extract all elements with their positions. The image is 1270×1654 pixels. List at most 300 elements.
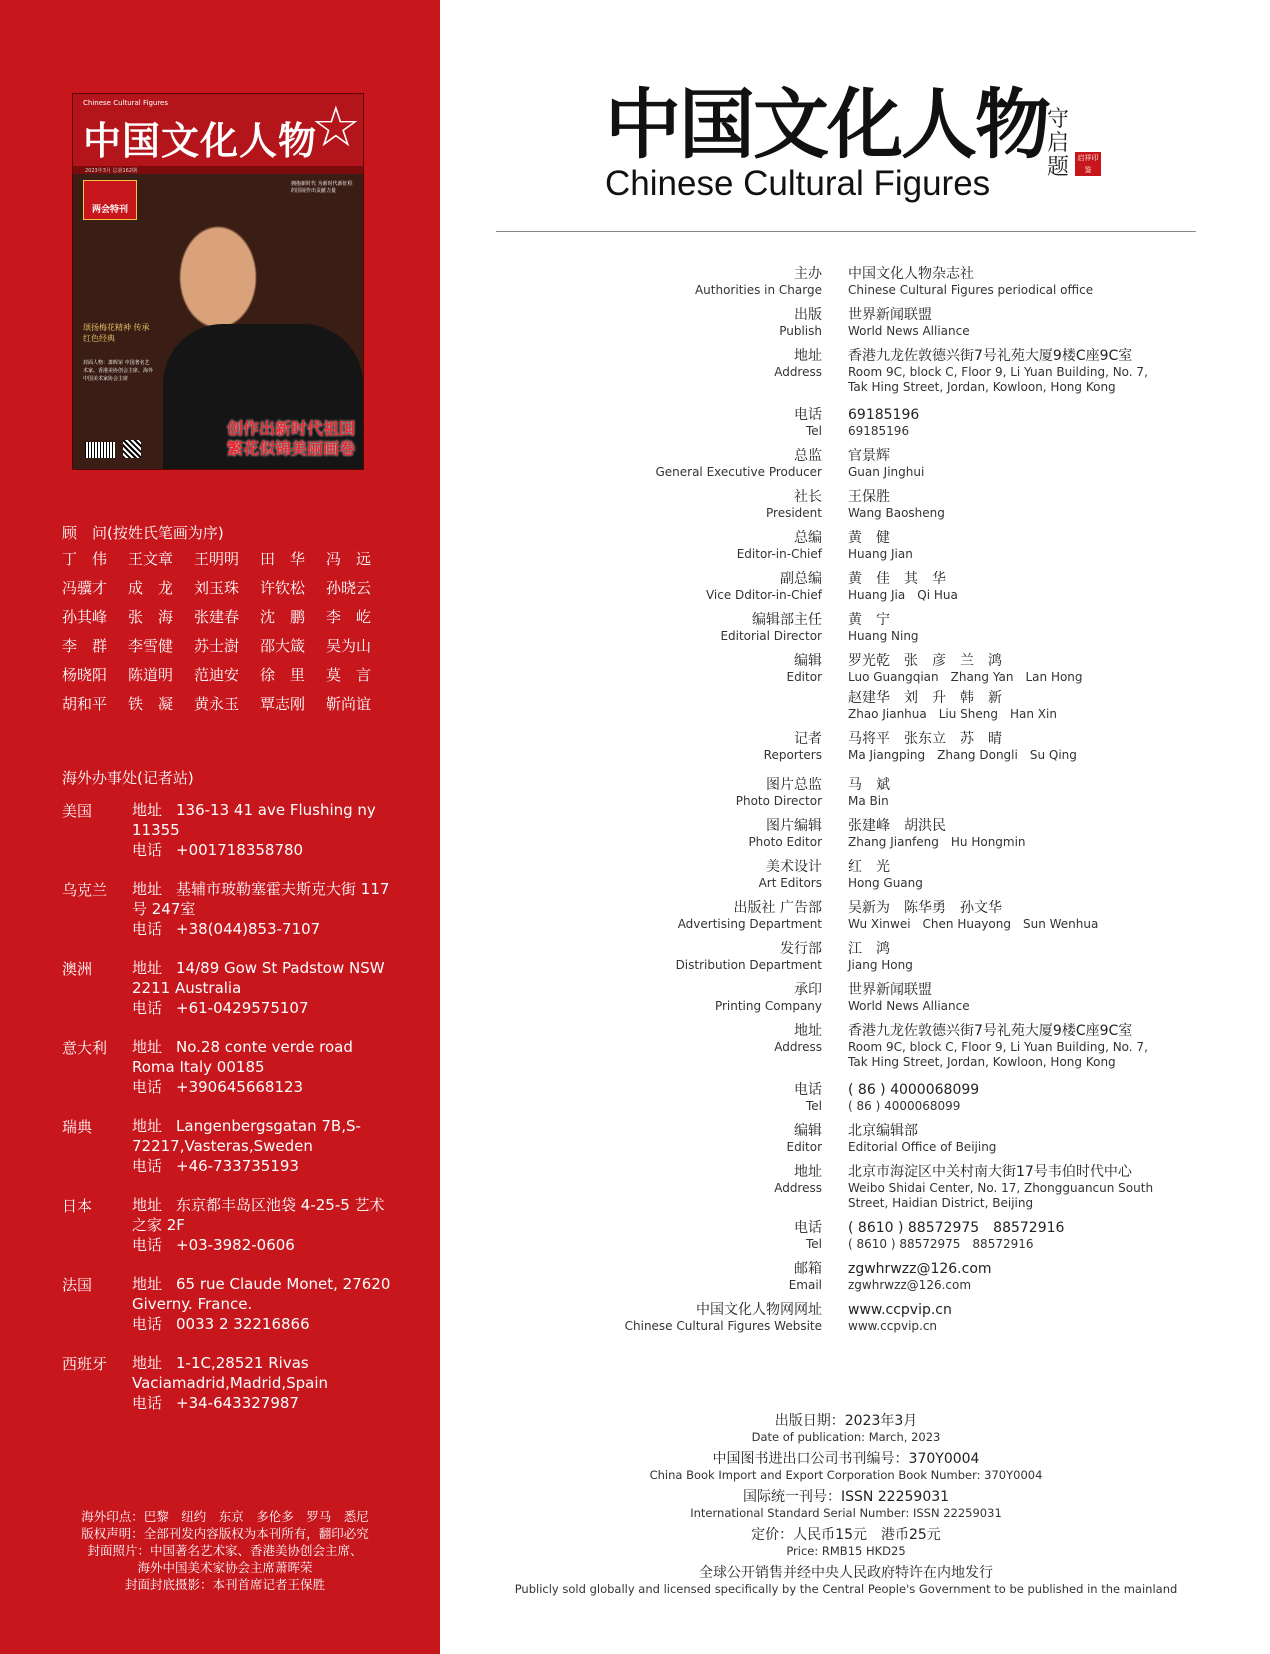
credit-value-block [848, 307, 1168, 339]
credit-value [848, 612, 1168, 644]
tel-label: 电话 [132, 1157, 163, 1175]
credit-value-en: ( 86 ) 4000068099 [848, 1099, 961, 1113]
credit-value-cn: ( 86 ) 4000068099 [848, 1082, 980, 1098]
tel-label: 电话 [132, 1394, 163, 1412]
credit-value-cn: 马将平 张东立 苏 晴 [848, 731, 1002, 747]
tel-value: +390645668123 [176, 1078, 304, 1096]
footer-cn: 定价：人民币15元 港币25元 [751, 1527, 941, 1543]
credit-value-cn: 黄 佳 其 华 [848, 571, 946, 587]
advisor-name: 苏士澍 [194, 637, 240, 655]
advisor-name: 丁 伟 [62, 550, 108, 568]
station-tel [132, 1077, 392, 1097]
credit-row [620, 1023, 1240, 1070]
credit-value-cn: 黄 宁 [848, 612, 890, 628]
credit-value-cn: zgwhrwzz@126.com [848, 1261, 992, 1277]
credit-value-block [848, 530, 1168, 562]
credit-value [848, 307, 1168, 339]
credit-row [620, 1220, 1240, 1252]
credit-value-en: Guan Jinghui [848, 465, 925, 479]
station-country: 乌克兰 [62, 881, 108, 899]
station-country: 澳洲 [62, 960, 93, 978]
credit-value [848, 777, 1168, 809]
credit-value-en: Room 9C, block C, Floor 9, Li Yuan Building, No. 7, Tak Hing Street, Jordan, Kowloon, Hong Kong [848, 365, 1148, 394]
credit-label-cn: 记者 [794, 731, 822, 747]
advisor-name: 李雪健 [128, 637, 174, 655]
credit-value-en: Ma Jiangping Zhang Dongli Su Qing [848, 748, 1077, 762]
left-red-panel [0, 0, 440, 1654]
address-label: 地址 [132, 801, 163, 819]
address-label: 地址 [132, 959, 163, 977]
credit-label-cn: 发行部 [780, 941, 822, 957]
note-line: 海外中国美术家协会主席萧晖荣 [137, 1560, 313, 1575]
tel-label: 电话 [132, 1236, 163, 1254]
credit-value-block [848, 731, 1168, 763]
credit-label-cn: 图片总监 [766, 777, 822, 793]
footer-en: Date of publication: March, 2023 [751, 1430, 941, 1444]
address-value: 136-13 41 ave Flushing ny 11355 [132, 801, 376, 839]
station-details [132, 958, 392, 1018]
credit-value-en: 69185196 [848, 424, 910, 438]
credit-value-block [848, 407, 1168, 439]
credit-label [620, 1164, 822, 1211]
advisor-name: 范迪安 [194, 666, 240, 684]
credit-value-en: Ma Bin [848, 794, 889, 808]
cover-slogan-line-2: 繁花似锦美丽画卷 [226, 439, 355, 458]
station-address [132, 800, 392, 840]
station-details [132, 1195, 392, 1255]
credit-row [620, 982, 1240, 1014]
credit-value-cn: 69185196 [848, 407, 920, 423]
credit-label-cn: 编辑部主任 [752, 612, 822, 628]
credit-value [848, 407, 1168, 439]
masthead-title-cn: 中国文化人物 [605, 80, 1049, 169]
station-details [132, 1116, 392, 1176]
footer-cn: 中国图书进出口公司书刊编号：370Y0004 [712, 1451, 980, 1467]
credit-label-en: Email [788, 1278, 822, 1292]
credit-value-cn: 张建峰 胡洪民 [848, 818, 946, 834]
cover-slogan-line-1: 创作出新时代祖国 [226, 419, 355, 438]
credit-value-block [848, 859, 1168, 891]
credit-label-en: Editorial Director [720, 629, 822, 643]
footer-block [496, 1451, 1196, 1482]
station-details [132, 1353, 392, 1413]
station-country: 日本 [62, 1197, 93, 1215]
credit-row [620, 900, 1240, 932]
credit-value [848, 1302, 1168, 1334]
credit-label-en: Publish [779, 324, 822, 338]
footer-en: Publicly sold globally and licensed specifically by the Central People's Government to be published in the mainland [514, 1582, 1178, 1596]
address-label: 地址 [132, 1354, 163, 1372]
station-address [132, 1037, 392, 1077]
credit-label [620, 982, 822, 1014]
credit-label [620, 777, 822, 809]
credit-value [848, 818, 1168, 850]
cover-thumbnail [72, 93, 364, 470]
advisor-name: 孙晓云 [326, 579, 372, 597]
credit-label [620, 1261, 822, 1293]
credit-value-en: Huang Jia Qi Hua [848, 588, 958, 602]
credit-value-block [848, 818, 1168, 850]
seal-stamp: 启祥印鉴 [1075, 152, 1101, 176]
credit-value-en: zgwhrwzz@126.com [848, 1278, 972, 1292]
credit-value-block [848, 1164, 1168, 1211]
address-value: 东京都丰岛区池袋 4-25-5 艺术之家 2F [132, 1196, 385, 1234]
station-address [132, 1195, 392, 1235]
credit-value [848, 1261, 1168, 1293]
credit-value [848, 1220, 1168, 1252]
credit-value-block [848, 1082, 1168, 1114]
station-country: 美国 [62, 802, 93, 820]
tel-label: 电话 [132, 1078, 163, 1096]
credit-label-cn: 电话 [794, 1082, 822, 1098]
tel-value: +46-733735193 [176, 1157, 299, 1175]
credit-label [620, 1302, 822, 1334]
credit-value-en: Huang Ning [848, 629, 919, 643]
credit-value-block [848, 571, 1168, 603]
station-details [132, 1037, 392, 1097]
credit-label [620, 348, 822, 395]
address-value: 65 rue Claude Monet, 27620 Giverny. France. [132, 1275, 391, 1313]
credit-row [620, 1302, 1240, 1334]
advisor-name: 邵大箴 [260, 637, 306, 655]
credit-value [848, 530, 1168, 562]
credit-label-en: Editor [786, 670, 822, 684]
tel-value: +03-3982-0606 [176, 1236, 295, 1254]
cover-note: 拥抱新时代 为新时代新征程的国展作出贡献力量 [291, 181, 353, 194]
credit-row [620, 571, 1240, 603]
credit-row [620, 530, 1240, 562]
credit-value [848, 900, 1168, 932]
credit-label-en: Tel [805, 1237, 822, 1251]
credit-row [620, 307, 1240, 339]
cover-badge: 两会特刊 [83, 180, 137, 220]
station-tel [132, 1393, 392, 1413]
credit-value-en: Jiang Hong [848, 958, 913, 972]
credit-value [848, 1023, 1168, 1070]
credit-value-en: Wang Baosheng [848, 506, 945, 520]
advisors-title: 顾 问(按姓氏笔画为序) [62, 524, 224, 542]
advisor-name: 莫 言 [326, 666, 372, 684]
credit-value-block [848, 612, 1168, 644]
credit-label [620, 448, 822, 480]
credit-label-en: Photo Director [735, 794, 822, 808]
credit-value-en: Hong Guang [848, 876, 923, 890]
footer-block [496, 1527, 1196, 1558]
credit-label-cn: 地址 [794, 1023, 822, 1039]
address-label: 地址 [132, 1275, 163, 1293]
credit-label-cn: 编辑 [794, 1123, 822, 1139]
credit-label [620, 941, 822, 973]
address-label: 地址 [132, 1038, 163, 1056]
tel-label: 电话 [132, 841, 163, 859]
cover-caption: 封面人物：萧晖荣 中国著名艺术家、香港美协创会主席、海外中国美术家协会主席 [83, 360, 154, 382]
tel-label: 电话 [132, 1315, 163, 1333]
credit-row [620, 1261, 1240, 1293]
credit-label-en: Authorities in Charge [694, 283, 822, 297]
address-value: 1-1C,28521 Rivas Vaciamadrid,Madrid,Spain [132, 1354, 329, 1392]
copyright-notes [30, 1508, 420, 1593]
credit-value-block [848, 941, 1168, 973]
credit-value-cn: 马 斌 [848, 777, 890, 793]
footer-en: International Standard Serial Number: ISSN 22259031 [690, 1506, 1002, 1520]
credit-label [620, 900, 822, 932]
credit-label-en: Tel [805, 424, 822, 438]
footer-block [496, 1489, 1196, 1520]
credit-value-cn: 世界新闻联盟 [848, 982, 932, 998]
credit-label-en: Editor-in-Chief [736, 547, 822, 561]
station-tel [132, 1235, 392, 1255]
credit-value-block [848, 690, 1168, 722]
credit-value-cn: 官景辉 [848, 448, 890, 464]
tel-value: +61-0429575107 [176, 999, 309, 1017]
credit-label-en: Vice Dditor-in-Chief [705, 588, 822, 602]
credit-value-en: Room 9C, block C, Floor 9, Li Yuan Building, No. 7, Tak Hing Street, Jordan, Kowloon, Hong Kong [848, 1040, 1148, 1069]
credit-value-block [848, 489, 1168, 521]
credit-value-en: Chinese Cultural Figures periodical office [848, 283, 1094, 297]
footer-block [496, 1565, 1196, 1596]
advisor-name: 田 华 [260, 550, 306, 568]
credit-row [620, 448, 1240, 480]
overseas-title: 海外办事处(记者站) [62, 769, 194, 787]
credit-value [848, 1123, 1168, 1155]
credit-label-cn: 出版 [794, 307, 822, 323]
credit-value-block [848, 777, 1168, 809]
advisor-name: 张 海 [128, 608, 174, 626]
qr-code-icon [123, 440, 141, 458]
credit-row [620, 941, 1240, 973]
footer-en: China Book Import and Export Corporation Book Number: 370Y0004 [649, 1468, 1043, 1482]
credit-value-cn: 香港九龙佐敦德兴街7号礼苑大厦9楼C座9C室 [848, 1023, 1133, 1039]
station-entry [62, 1037, 392, 1097]
note-line: 海外印点：巴黎 纽约 东京 多伦多 罗马 悉尼 [81, 1509, 369, 1524]
advisor-name: 冯 远 [326, 550, 372, 568]
credit-row [620, 859, 1240, 891]
credit-value [848, 1164, 1168, 1211]
credit-value [848, 859, 1168, 891]
credit-value-block [848, 1123, 1168, 1155]
credit-label-cn: 中国文化人物网网址 [696, 1302, 822, 1318]
credit-row [620, 777, 1240, 809]
note-line: 版权声明：全部刊发内容版权为本刊所有，翻印必究 [81, 1526, 369, 1541]
advisor-name: 成 龙 [128, 579, 174, 597]
credit-value-cn: 罗光乾 张 彦 兰 鸿 [848, 653, 1002, 669]
masthead [605, 80, 1049, 204]
credit-label-cn: 图片编辑 [766, 818, 822, 834]
credit-row [620, 1164, 1240, 1211]
credit-row [620, 1082, 1240, 1114]
advisor-name: 胡和平 [62, 695, 108, 713]
tel-value: 0033 2 32216866 [176, 1315, 310, 1333]
advisor-name: 冯骥才 [62, 579, 108, 597]
credit-label-en: Photo Editor [748, 835, 822, 849]
advisor-name: 沈 鹏 [260, 608, 306, 626]
credit-value-cn: www.ccpvip.cn [848, 1302, 952, 1318]
station-country: 西班牙 [62, 1355, 108, 1373]
credit-label-en: President [766, 506, 822, 520]
credit-label [620, 307, 822, 339]
station-address [132, 879, 392, 919]
address-value: 14/89 Gow St Padstow NSW 2211 Australia [132, 959, 385, 997]
advisor-name: 吴为山 [326, 637, 372, 655]
station-entry [62, 1353, 392, 1413]
credit-label-en: Reporters [763, 748, 822, 762]
credit-label-cn: 美术设计 [766, 859, 822, 875]
publication-info [496, 1413, 1196, 1603]
overseas-stations [62, 800, 392, 1432]
credit-value-block [848, 653, 1168, 685]
credit-label [620, 407, 822, 439]
address-label: 地址 [132, 880, 163, 898]
address-value: Langenbergsgatan 7B,S-72217,Vasteras,Sweden [132, 1117, 361, 1155]
credit-value-block [848, 1023, 1168, 1070]
station-address [132, 1274, 392, 1314]
credit-value [848, 941, 1168, 973]
address-value: No.28 conte verde road Roma Italy 00185 [132, 1038, 353, 1076]
credit-row [620, 731, 1240, 763]
credit-label-cn: 副总编 [780, 571, 822, 587]
cover-title: 中国文化人物 [83, 118, 318, 163]
credit-label-en: Chinese Cultural Figures Website [624, 1319, 822, 1333]
footer-en: Price: RMB15 HKD25 [786, 1544, 906, 1558]
station-entry [62, 879, 392, 939]
masthead-title-en: Chinese Cultural Figures [605, 164, 991, 203]
station-country: 瑞典 [62, 1118, 93, 1136]
credit-label [620, 489, 822, 521]
credit-value-cn: 北京编辑部 [848, 1123, 918, 1139]
credit-label-en: Address [774, 1181, 822, 1195]
note-line: 封面封底摄影：本刊首席记者王保胜 [124, 1577, 325, 1592]
star-icon: ☆ [310, 95, 361, 160]
note-line: 封面照片：中国著名艺术家、香港美协创会主席、 [87, 1543, 363, 1558]
credit-label [620, 571, 822, 603]
tel-value: +34-643327987 [176, 1394, 299, 1412]
credit-value-block [848, 1220, 1168, 1252]
station-entry [62, 958, 392, 1018]
credit-label-cn: 电话 [794, 1220, 822, 1236]
station-address [132, 1116, 392, 1156]
footer-cn: 出版日期：2023年3月 [774, 1413, 918, 1429]
credit-row [620, 818, 1240, 850]
credit-label-cn: 电话 [794, 407, 822, 423]
credit-value [848, 489, 1168, 521]
credit-value-cn: 吴新为 陈华勇 孙文华 [848, 900, 1002, 916]
credit-label-cn: 总编 [794, 530, 822, 546]
credit-row [620, 653, 1240, 722]
station-tel [132, 998, 392, 1018]
advisors-list [62, 550, 392, 714]
advisor-name: 徐 里 [260, 666, 306, 684]
cover-date-line: 2023年3月 总第162期 [85, 168, 138, 174]
credit-value-en: World News Alliance [848, 324, 970, 338]
credit-value-block [848, 900, 1168, 932]
credit-label [620, 530, 822, 562]
credit-value-en: Wu Xinwei Chen Huayong Sun Wenhua [848, 917, 1099, 931]
advisor-name: 张建春 [194, 608, 240, 626]
advisor-name: 覃志刚 [260, 695, 306, 713]
cover-headline: 颂扬梅花精神 传承红色经典 [83, 323, 150, 343]
credit-value-cn: 红 光 [848, 859, 890, 875]
credit-label-en: Advertising Department [677, 917, 822, 931]
credit-value-block [848, 1261, 1168, 1293]
tel-value: +38(044)853-7107 [176, 920, 321, 938]
advisor-name: 刘玉珠 [194, 579, 240, 597]
credit-label-cn: 编辑 [794, 653, 822, 669]
credit-value-en: Weibo Shidai Center, No. 17, Zhongguancun South Street, Haidian District, Beijing [848, 1181, 1154, 1210]
credit-label-en: General Executive Producer [655, 465, 822, 479]
credit-label [620, 731, 822, 763]
credit-label [620, 1123, 822, 1155]
credit-label [620, 859, 822, 891]
credit-label-cn: 地址 [794, 348, 822, 364]
credit-value-cn: 世界新闻联盟 [848, 307, 932, 323]
credit-value-en: Luo Guangqian Zhang Yan Lan Hong [848, 670, 1083, 684]
advisor-name: 杨晓阳 [62, 666, 108, 684]
station-address [132, 958, 392, 998]
cover-slogan [155, 419, 355, 459]
advisor-name: 李 屹 [326, 608, 372, 626]
credit-value-block [848, 348, 1168, 395]
station-details [132, 1274, 392, 1334]
credit-row [620, 489, 1240, 521]
station-tel [132, 919, 392, 939]
credit-value [848, 448, 1168, 480]
credit-value [848, 348, 1168, 395]
credit-value [848, 731, 1168, 763]
credit-value [848, 266, 1168, 298]
credit-value-en: ( 8610 ) 88572975 88572916 [848, 1237, 1034, 1251]
station-tel [132, 1156, 392, 1176]
address-label: 地址 [132, 1196, 163, 1214]
credit-value [848, 982, 1168, 1014]
divider [496, 231, 1196, 232]
credit-label-cn: 出版社 广告部 [733, 900, 822, 916]
credit-label [620, 653, 822, 722]
station-entry [62, 800, 392, 860]
tel-label: 电话 [132, 920, 163, 938]
credit-value [848, 1082, 1168, 1114]
address-value: 基辅市玻勒塞霍夫斯克大街 117号 247室 [132, 880, 390, 918]
masthead-credits [620, 266, 1240, 1343]
barcode-icon [85, 442, 115, 458]
credit-value-cn: 香港九龙佐敦德兴街7号礼苑大厦9楼C座9C室 [848, 348, 1133, 364]
credit-label [620, 612, 822, 644]
credit-label [620, 1023, 822, 1070]
credit-value-cn: 王保胜 [848, 489, 890, 505]
credit-value-cn: 江 鸿 [848, 941, 890, 957]
credit-value-en: www.ccpvip.cn [848, 1319, 938, 1333]
advisor-name: 靳尚谊 [326, 695, 372, 713]
tel-value: +001718358780 [176, 841, 304, 859]
station-entry [62, 1195, 392, 1255]
footer-block [496, 1413, 1196, 1444]
credit-value-cn: ( 8610 ) 88572975 88572916 [848, 1220, 1065, 1236]
credit-row [620, 348, 1240, 395]
advisor-name: 李 群 [62, 637, 108, 655]
credit-value-block [848, 448, 1168, 480]
credit-label-cn: 总监 [794, 448, 822, 464]
advisor-name: 黄永玉 [194, 695, 240, 713]
station-entry [62, 1116, 392, 1176]
credit-value-en: Zhao Jianhua Liu Sheng Han Xin [848, 707, 1057, 721]
station-country: 意大利 [62, 1039, 108, 1057]
credit-label-cn: 地址 [794, 1164, 822, 1180]
footer-cn: 国际统一刊号：ISSN 22259031 [742, 1489, 950, 1505]
station-tel [132, 840, 392, 860]
credit-value-block [848, 266, 1168, 298]
credit-value-cn: 赵建华 刘 升 韩 新 [848, 690, 1002, 706]
station-details [132, 800, 392, 860]
advisor-name: 王明明 [194, 550, 240, 568]
